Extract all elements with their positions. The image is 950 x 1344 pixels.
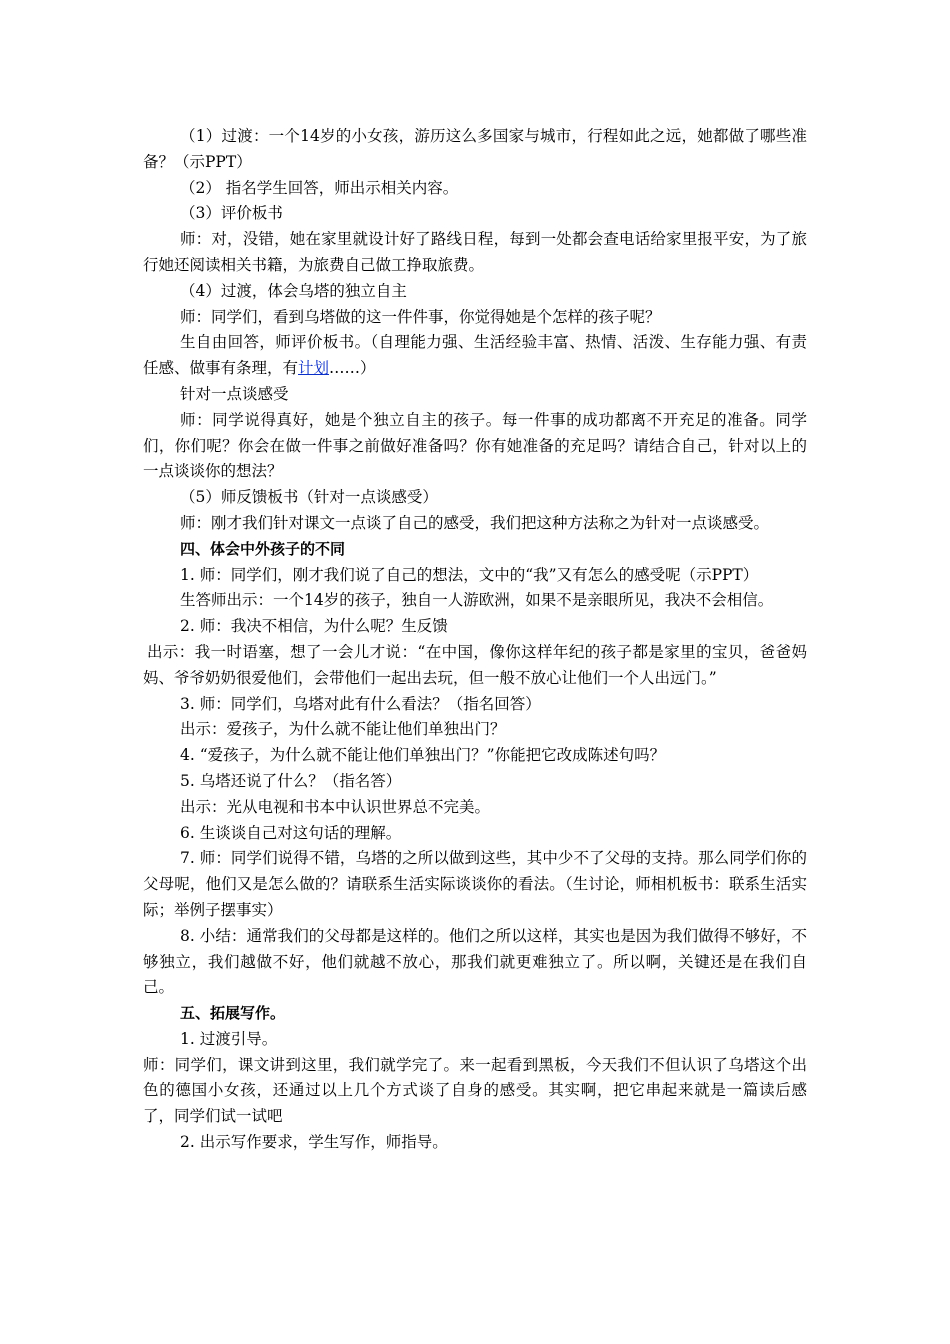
paragraph-teacher-2: 师：同学们，看到乌塔做的这一件件事，你觉得她是个怎样的孩子呢？: [180, 307, 661, 326]
paragraph-focus-point: 针对一点谈感受: [180, 384, 289, 403]
paragraph-teacher-5: 师：同学们，课文讲到这里，我们就学完了。来一起看到黑板，今天我们不但认识了乌塔这个出色的德国小女孩，还通过以上几个方式谈了自身的感受。其实啊，把它串起来就是一篇读后感了，同学们试一试吧: [143, 1055, 807, 1126]
paragraph-item-2: 2. 师：我决不相信，为什么呢？生反馈: [180, 617, 448, 636]
paragraph-student-display: 生答师出示：一个14岁的孩子，独自一人游欧洲，如果不是亲眼所见，我决不会相信。: [180, 591, 774, 610]
paragraph-step-4: （4）过渡，体会乌塔的独立自主: [180, 281, 407, 300]
paragraph-item-6: 6. 生谈谈自己对这句话的理解。: [180, 823, 402, 842]
paragraph-item-1: 1. 师：同学们，刚才我们说了自己的想法，文中的“我”又有怎么的感受呢（示PPT）: [180, 565, 759, 584]
paragraph-item-3: 3. 师：同学们，乌塔对此有什么看法？（指名回答）: [180, 694, 541, 713]
paragraph-item-4: 4. “爱孩子，为什么就不能让他们单独出门？”你能把它改成陈述句吗？: [180, 746, 666, 765]
document-body: [143, 124, 807, 1156]
paragraph-display-1: 出示：我一时语塞，想了一会儿才说：“在中国，像你这样年纪的孩子都是家里的宝贝，爸爸妈妈、爷爷奶奶很爱他们，会带他们一起出去玩，但一般不放心让他们一个人出远门。”: [143, 642, 807, 687]
paragraph-writing-1: 1. 过渡引导。: [180, 1029, 278, 1048]
paragraph-writing-2: 2. 出示写作要求，学生写作，师指导。: [180, 1133, 448, 1152]
paragraph-item-5: 5. 乌塔还说了什么？（指名答）: [180, 771, 402, 790]
section-heading-4: 四、体会中外孩子的不同: [180, 539, 346, 558]
paragraph-transition-1: （1）过渡：一个14岁的小女孩，游历这么多国家与城市，行程如此之远，她都做了哪些准备？（示PPT）: [143, 127, 807, 171]
paragraph-item-8: 8. 小结：通常我们的父母都是这样的。他们之所以这样，其实也是因为我们做得不够好，不够独立，我们越做不好，他们就越不放心，那我们就更难独立了。所以啊，关键还是在我们自己。: [143, 926, 807, 997]
paragraph-teacher-3: 师：同学说得真好，她是个独立自主的孩子。每一件事的成功都离不开充足的准备。同学们，你们呢？你会在做一件事之前做好准备吗？你有她准备的充足吗？请结合自己，针对以上的一点谈谈你的想法？: [143, 410, 807, 481]
plan-link[interactable]: 计划: [298, 359, 330, 378]
paragraph-item-7: 7. 师：同学们说得不错，乌塔的之所以做到这些，其中少不了父母的支持。那么同学们你的父母呢，他们又是怎么做的？请联系生活实际谈谈你的看法。（生讨论，师相机板书：联系生活实际；举例子摆事实）: [143, 849, 807, 919]
paragraph-step-5: （5）师反馈板书（针对一点谈感受）: [180, 488, 438, 507]
paragraph-teacher-4: 师：刚才我们针对课文一点谈了自己的感受，我们把这种方法称之为针对一点谈感受。: [180, 513, 770, 532]
text-after-link: ……）: [329, 359, 376, 378]
paragraph-step-3: （3）评价板书: [180, 204, 283, 223]
section-heading-5: 五、拓展写作。: [180, 1004, 286, 1023]
text-before-link: 生自由回答，师评价板书。（自理能力强、生活经验丰富、热情、活泼、生存能力强、有责任感、做事有条理，有: [143, 333, 807, 378]
paragraph-teacher-1: 师：对，没错，她在家里就设计好了路线日程，每到一处都会查电话给家里报平安，为了旅行她还阅读相关书籍，为旅费自己做工挣取旅费。: [143, 230, 807, 274]
paragraph-display-3: 出示：光从电视和书本中认识世界总不完美。: [180, 797, 491, 816]
paragraph-student-answer: [143, 330, 807, 382]
paragraph-display-2: 出示：爱孩子，为什么就不能让他们单独出门？: [180, 720, 506, 739]
paragraph-step-2: （2） 指名学生回答，师出示相关内容。: [180, 178, 459, 197]
